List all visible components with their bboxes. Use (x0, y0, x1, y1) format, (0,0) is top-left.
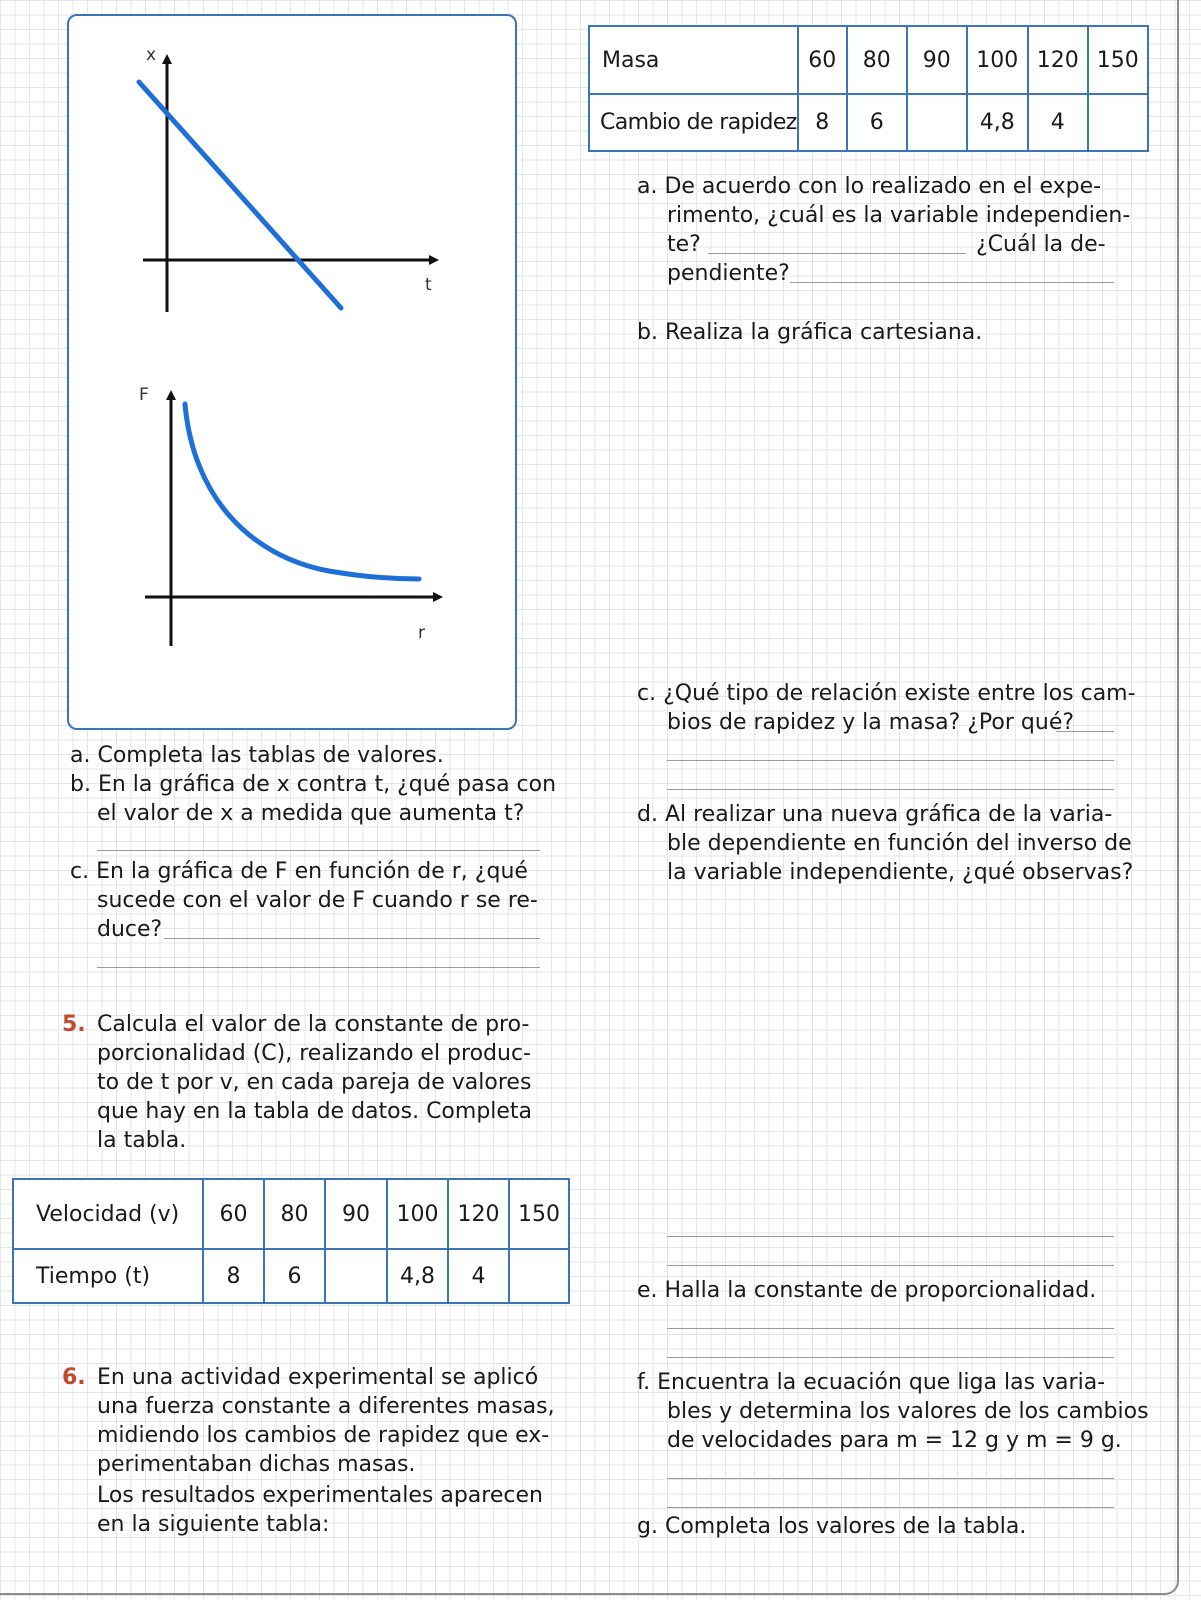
graphs-svg (69, 16, 519, 732)
table-velocidad (12, 1178, 570, 1304)
table-cell: 4,8 (967, 94, 1028, 151)
table-masa-row-masa (589, 26, 1148, 94)
graph1-y-label: x (146, 45, 157, 65)
table-cell: 90 (325, 1179, 387, 1249)
table-velocidad-row-v (13, 1179, 569, 1249)
answer-line (667, 1478, 1114, 1479)
question-b: b. Realiza la gráfica cartesiana. (637, 320, 983, 345)
table-cell: 150 (509, 1179, 569, 1249)
table-cell (509, 1249, 569, 1303)
graph2-curve (185, 404, 419, 579)
question-f-line3: de velocidades para m = 12 g y m = 9 g. (667, 1428, 1122, 1453)
answer-line (667, 789, 1114, 790)
graphs-panel (67, 14, 517, 730)
graph1-line (139, 82, 341, 308)
question-f-line2: bles y determina los valores de los cambios (667, 1399, 1149, 1424)
table-velocidad-row-t (13, 1249, 569, 1303)
table-velocidad-head-v: Velocidad (v) (13, 1179, 203, 1249)
question-5-line2: porcionalidad (C), realizando el produc- (97, 1041, 531, 1066)
answer-line (667, 1507, 1114, 1508)
question-a-line4: pendiente? (667, 261, 790, 286)
table-cell: 6 (264, 1249, 325, 1303)
question-5-line3: to de t por v, en cada pareja de valores (97, 1070, 532, 1095)
answer-line (164, 938, 540, 939)
table-cell (1088, 94, 1148, 151)
question-5-line1: Calcula el valor de la constante de pro- (97, 1012, 530, 1037)
table-masa (588, 25, 1149, 152)
table-cell: 80 (264, 1179, 325, 1249)
question-e: e. Halla la constante de proporcionalidad. (637, 1278, 1097, 1303)
answer-line (667, 1236, 1114, 1237)
table-cell: 100 (967, 26, 1028, 94)
graph2-x-label: r (418, 623, 425, 643)
question-a-line1: a. De acuerdo con lo realizado en el expe- (637, 174, 1102, 199)
question-d-line1: d. Al realizar una nueva gráfica de la varia- (637, 802, 1113, 827)
question-5-line5: la tabla. (97, 1128, 187, 1153)
graph1-x-label: t (425, 275, 432, 295)
question-a-line2: rimento, ¿cuál es la variable independien- (667, 203, 1131, 228)
table-masa-row-rapidez (589, 94, 1148, 151)
table-cell: 8 (203, 1249, 264, 1303)
graph-f-vs-r (139, 385, 439, 646)
question-6-line4: perimentaban dichas masas. (97, 1452, 416, 1477)
answer-line (667, 1357, 1114, 1358)
question-c-line2: bios de rapidez y la masa? ¿Por qué? (667, 710, 1075, 735)
table-cell: 100 (387, 1179, 448, 1249)
question-6-number: 6. (62, 1365, 86, 1390)
question-4c-line2: sucede con el valor de F cuando r se re- (97, 888, 538, 913)
answer-line (97, 850, 540, 851)
graph-x-vs-t (139, 45, 435, 312)
table-velocidad-head-t: Tiempo (t) (13, 1249, 203, 1303)
question-f-line1: f. Encuentra la ecuación que liga las varia- (637, 1370, 1106, 1395)
table-cell: 150 (1088, 26, 1148, 94)
question-d-line2: ble dependiente en función del inverso de (667, 831, 1132, 856)
table-cell: 4,8 (387, 1249, 448, 1303)
question-g: g. Completa los valores de la tabla. (637, 1514, 1027, 1539)
table-cell: 80 (847, 26, 907, 94)
graph2-y-label: F (139, 385, 149, 405)
table-cell: 120 (1028, 26, 1088, 94)
table-cell: 90 (907, 26, 967, 94)
question-4a: a. Completa las tablas de valores. (70, 743, 444, 768)
question-5-number: 5. (62, 1012, 86, 1037)
table-cell: 60 (203, 1179, 264, 1249)
question-5-line4: que hay en la tabla de datos. Completa (97, 1099, 533, 1124)
table-cell: 8 (798, 94, 847, 151)
answer-line (1056, 731, 1114, 732)
table-cell: 4 (448, 1249, 509, 1303)
question-4c-line1: c. En la gráfica de F en función de r, ¿qué (70, 859, 528, 884)
answer-line (667, 1265, 1114, 1266)
question-6-line2: una fuerza constante a diferentes masas, (97, 1394, 555, 1419)
question-c-line1: c. ¿Qué tipo de relación existe entre los cam- (637, 681, 1136, 706)
question-4c-line3: duce? (97, 917, 163, 942)
question-a-line3a: te? (667, 232, 701, 257)
question-6-line1: En una actividad experimental se aplicó (97, 1365, 539, 1390)
answer-line (97, 967, 540, 968)
question-d-line3: la variable independiente, ¿qué observas? (667, 860, 1134, 885)
question-4b-line2: el valor de x a medida que aumenta t? (97, 801, 525, 826)
table-cell: 60 (798, 26, 847, 94)
table-cell: 120 (448, 1179, 509, 1249)
answer-line (667, 1328, 1114, 1329)
table-cell: 4 (1028, 94, 1088, 151)
table-masa-head-masa: Masa (589, 26, 798, 94)
table-cell (907, 94, 967, 151)
answer-line (708, 253, 966, 254)
question-a-line3b: ¿Cuál la de- (976, 232, 1106, 257)
answer-line (667, 760, 1114, 761)
question-4b-line1: b. En la gráfica de x contra t, ¿qué pasa con (70, 772, 557, 797)
table-cell: 6 (847, 94, 907, 151)
question-6-line3: midiendo los cambios de rapidez que ex- (97, 1423, 550, 1448)
table-masa-head-rapidez: Cambio de rapidez (589, 94, 798, 151)
question-6-line5: Los resultados experimentales aparecen (97, 1483, 543, 1508)
table-cell (325, 1249, 387, 1303)
question-6-line6: en la siguiente tabla: (97, 1512, 330, 1537)
answer-line (790, 282, 1114, 283)
